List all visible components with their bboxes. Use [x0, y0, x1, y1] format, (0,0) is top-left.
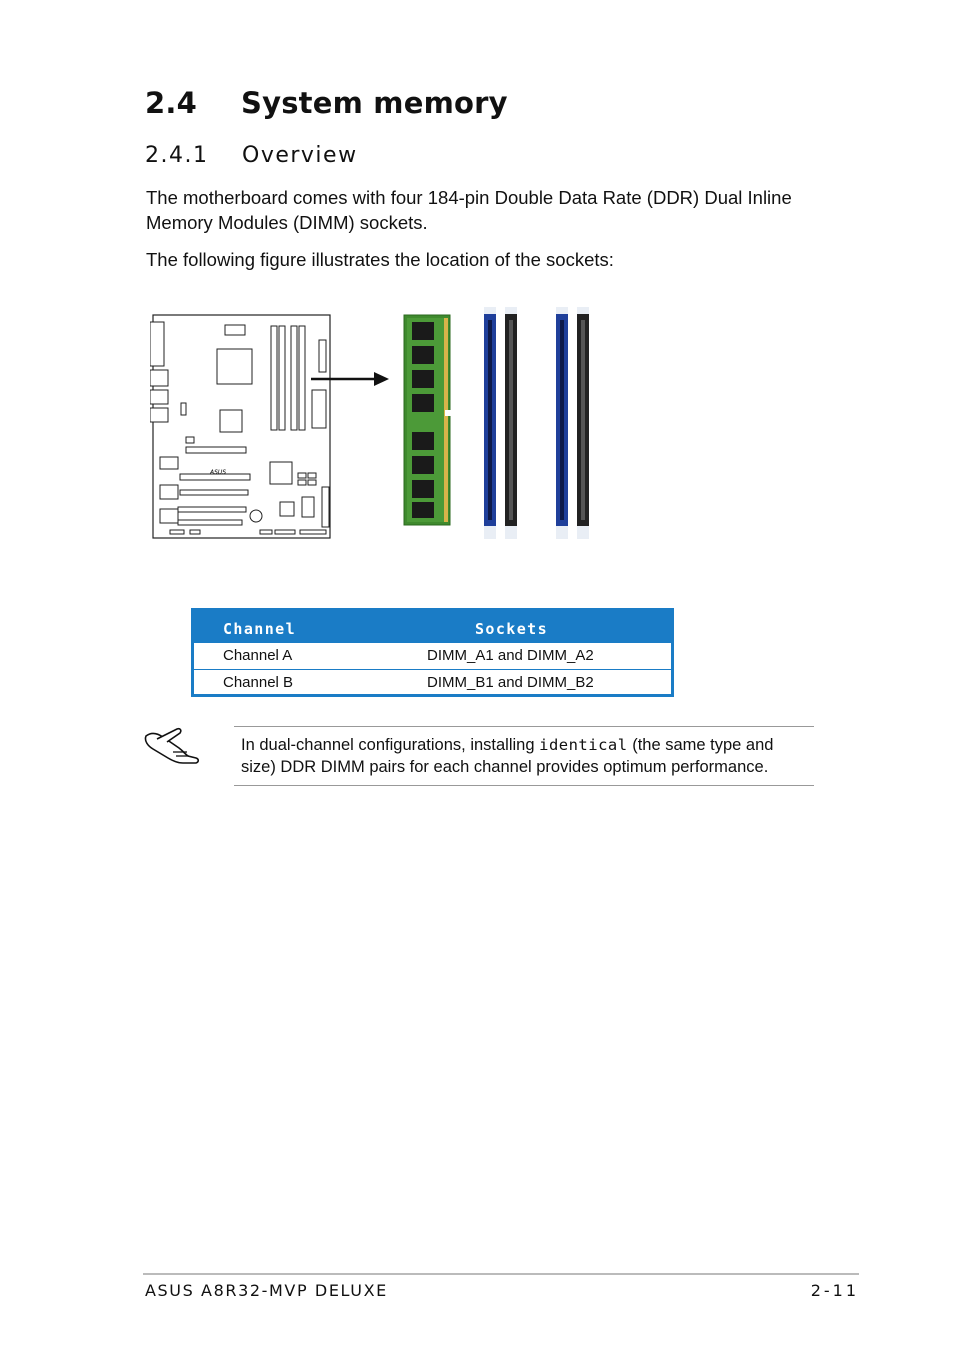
- cell-sockets: DIMM_B1 and DIMM_B2: [427, 674, 594, 691]
- dimm-socket-b1: [556, 307, 568, 539]
- dram-chip: [412, 432, 434, 450]
- note-divider-top: [234, 726, 814, 727]
- cpu-connector: [225, 325, 245, 335]
- note-divider-bottom: [234, 785, 814, 786]
- pointer-arrowhead: [374, 372, 389, 386]
- intro-paragraph: The motherboard comes with four 184-pin Double Data Rate (DDR) Dual Inline Memory Modules (DIMM) sockets.: [146, 187, 792, 233]
- pci-slot: [178, 507, 246, 512]
- footer-rule: [143, 1273, 859, 1275]
- pci-slot: [178, 520, 242, 525]
- dram-chip: [412, 456, 434, 474]
- pci-slot: [180, 490, 248, 495]
- memory-module-image: [404, 315, 451, 525]
- subsection-title: Overview: [242, 143, 358, 168]
- cell-channel: Channel A: [223, 647, 293, 664]
- southbridge: [270, 462, 292, 484]
- cell-sockets: DIMM_A1 and DIMM_A2: [427, 647, 594, 664]
- note-text: [241, 734, 811, 778]
- dimm-socket-a1: [484, 307, 496, 539]
- dram-chip: [412, 370, 434, 388]
- note-text-part: (the same type and size) DDR DIMM pairs for each channel provides optimum performance.: [241, 736, 774, 776]
- dram-chip: [412, 394, 434, 412]
- cell-channel: Channel B: [223, 674, 294, 691]
- board-dimm-slot: [279, 326, 285, 430]
- hand-pointing-icon: [143, 722, 201, 766]
- dram-chip: [412, 346, 434, 364]
- section-heading: [145, 86, 508, 120]
- table-row: [194, 643, 671, 668]
- io-port: [150, 408, 168, 422]
- io-port-panel: [150, 322, 164, 366]
- dimm-notch: [445, 410, 451, 416]
- dimm-socket-b2: [577, 307, 589, 539]
- subsection-number: 2.4.1: [145, 143, 209, 168]
- table-header: [194, 611, 671, 643]
- note-text-part: In dual-channel configurations, installing: [241, 736, 540, 754]
- header-sockets: Sockets: [475, 620, 549, 638]
- chipset: [220, 410, 242, 432]
- channel-sockets-table: [191, 608, 674, 697]
- dram-chip: [412, 322, 434, 340]
- figure-caption-paragraph: The following figure illustrates the location of the sockets:: [146, 249, 614, 270]
- board-dimm-slot: [271, 326, 277, 430]
- ide-connector: [312, 390, 326, 428]
- header-channel: Channel: [223, 620, 297, 638]
- dimm-sockets-figure: [150, 302, 610, 547]
- footer-product-name: ASUS A8R32-MVP DELUXE: [145, 1281, 388, 1300]
- dram-chip: [412, 502, 434, 518]
- gold-contacts: [444, 318, 448, 522]
- atx-power-connector: [319, 340, 326, 372]
- cmos-battery: [250, 510, 262, 522]
- dimm-socket-a2: [505, 307, 517, 539]
- pcie-slot: [186, 447, 246, 453]
- dram-chip: [412, 480, 434, 498]
- motherboard-layout-diagram: [150, 302, 610, 547]
- board-logo: ASUS: [210, 469, 227, 476]
- cpu-socket: [217, 349, 252, 384]
- footer-page-number: 2-11: [810, 1281, 859, 1300]
- io-port: [150, 390, 168, 404]
- table-row: [194, 669, 671, 695]
- section-number: 2.4: [145, 86, 197, 120]
- section-title: System memory: [241, 86, 508, 120]
- subsection-heading: [145, 143, 358, 168]
- note-emphasis: identical: [539, 736, 628, 754]
- board-dimm-slot: [291, 326, 297, 430]
- board-dimm-slot: [299, 326, 305, 430]
- io-port: [150, 370, 168, 386]
